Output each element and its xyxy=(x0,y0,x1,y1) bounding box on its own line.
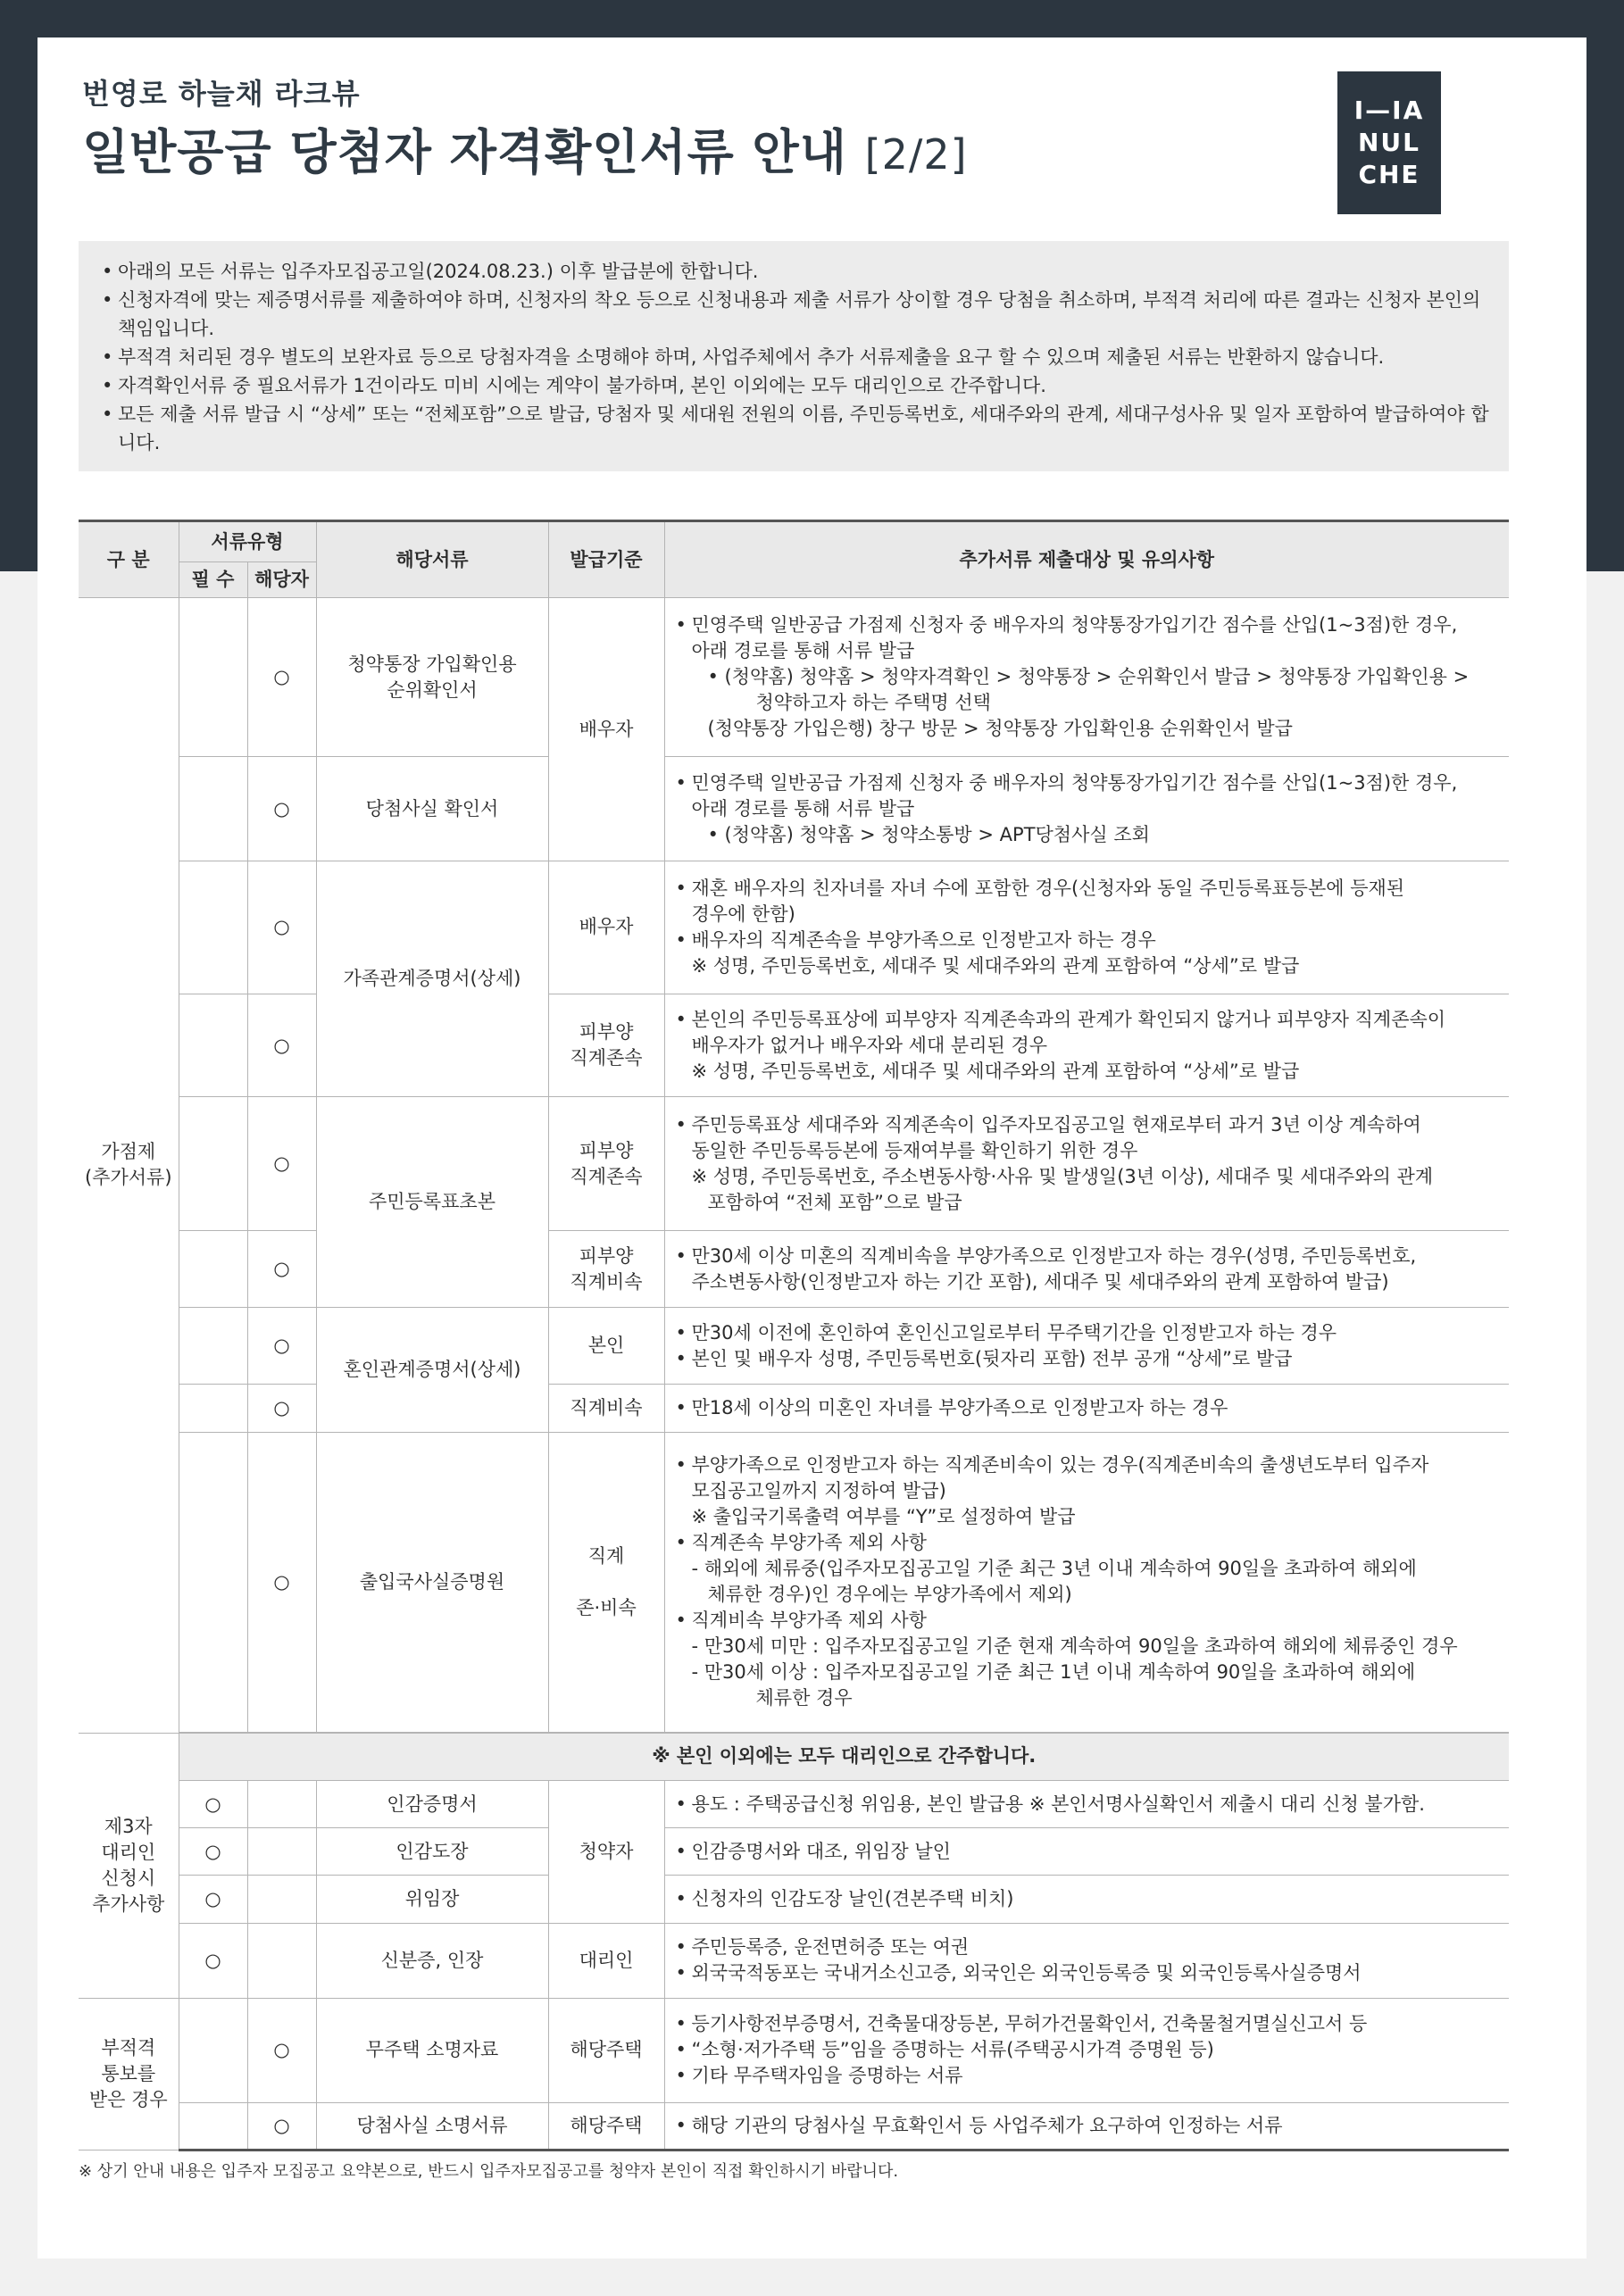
note-line: 모집공고일까지 지정하여 발급) xyxy=(691,1480,946,1502)
note-line: • 만18세 이상의 미혼인 자녀를 부양가족으로 인정받고자 하는 경우 xyxy=(676,1395,1501,1421)
note-line: 아래 경로를 통해 서류 발급 xyxy=(691,640,915,662)
notes-cell xyxy=(664,1432,1509,1732)
group-third-party: 제3자 대리인 신청시 추가사항 xyxy=(79,1733,179,1998)
required-cell xyxy=(179,1097,247,1231)
note-line: - 해외에 체류중(입주자모집공고일 기준 최근 3년 이내 계속하여 90일을 초과하여 해외에 xyxy=(691,1558,1417,1580)
note-line: • 만30세 이상 미혼의 직계비속을 부양가족으로 인정받고자 하는 경우(성명, 주민등록번호, xyxy=(676,1244,1501,1269)
applicable-mark: ○ xyxy=(247,1998,316,2102)
basis-cell: 대리인 xyxy=(548,1923,664,1998)
basis-cell: 본인 xyxy=(548,1308,664,1385)
notice-item: • 모든 제출 서류 발급 시 “상세” 또는 “전체포함”으로 발급, 당첨자 및 세대원 전원의 이름, 주민등록번호, 세대주와의 관계, 세대구성사유 및 일자 포함하여 발급하여야 합니다. xyxy=(96,400,1491,457)
header-applicable: 해당자 xyxy=(247,562,316,598)
note-line: • 직계존속 부양가족 제외 사항 xyxy=(676,1530,1501,1556)
note-line: • 본인 및 배우자 성명, 주민등록번호(뒷자리 포함) 전부 공개 “상세”로 발급 xyxy=(676,1346,1501,1372)
notice-item: • 자격확인서류 중 필요서류가 1건이라도 미비 시에는 계약이 불가하며, 본인 이외에는 모두 대리인으로 간주합니다. xyxy=(96,371,1491,400)
notes-cell xyxy=(664,2102,1509,2150)
notice-item: • 부적격 처리된 경우 별도의 보완자료 등으로 당첨자격을 소명해야 하며, 사업주체에서 추가 서류제출을 요구 할 수 있으며 제출된 서류는 반환하지 않습니다. xyxy=(96,343,1491,371)
note-line: 아래 경로를 통해 서류 발급 xyxy=(691,797,915,819)
notes-cell xyxy=(664,1308,1509,1385)
required-cell xyxy=(179,1998,247,2102)
basis-cell: 해당주택 xyxy=(548,1998,664,2102)
note-line: • 기타 무주택자임을 증명하는 서류 xyxy=(676,2063,1501,2089)
note-line: • 본인의 주민등록표상에 피부양자 직계존속과의 관계가 확인되지 않거나 피부양자 직계존속이 xyxy=(676,1007,1501,1033)
notes-cell xyxy=(664,861,1509,994)
note-line: • 주민등록증, 운전면허증 또는 여권 xyxy=(676,1934,1501,1960)
doc-cell: 가족관계증명서(상세) xyxy=(316,861,548,1097)
header-document: 해당서류 xyxy=(316,521,548,598)
applicable-mark: ○ xyxy=(247,861,316,994)
required-cell xyxy=(179,1432,247,1732)
footnote: ※ 상기 안내 내용은 입주자 모집공고 요약본으로, 반드시 입주자모집공고를 청약자 본인이 직접 확인하시기 바랍니다. xyxy=(79,2162,899,2181)
note-line: • 배우자의 직계존속을 부양가족으로 인정받고자 하는 경우 xyxy=(676,928,1501,953)
note-line: • 주민등록표상 세대주와 직계존속이 입주자모집공고일 현재로부터 과거 3년 이상 계속하여 xyxy=(676,1112,1501,1138)
notes-cell xyxy=(664,757,1509,861)
doc-cell: 당첨사실 확인서 xyxy=(316,757,548,861)
note-line: - 만30세 미만 : 입주자모집공고일 기준 현재 계속하여 90일을 초과하여 해외에 체류중인 경우 xyxy=(691,1635,1458,1658)
doc-cell: 혼인관계증명서(상세) xyxy=(316,1308,548,1432)
note-line: 포함하여 “전체 포함”으로 발급 xyxy=(707,1191,962,1213)
basis-cell: 해당주택 xyxy=(548,2102,664,2150)
note-line: • 신청자의 인감도장 날인(견본주택 비치) xyxy=(676,1886,1501,1912)
applicable-cell xyxy=(247,1876,316,1923)
brand-logo xyxy=(1337,71,1441,214)
applicable-mark: ○ xyxy=(247,2102,316,2150)
doc-cell: 신분증, 인장 xyxy=(316,1923,548,1998)
notes-cell xyxy=(664,1876,1509,1923)
notes-cell xyxy=(664,1828,1509,1876)
group-unfit: 부적격 통보를 받은 경우 xyxy=(79,1998,179,2150)
applicable-mark: ○ xyxy=(247,1432,316,1732)
notes-cell xyxy=(664,994,1509,1097)
basis-cell: 배우자 xyxy=(548,861,664,994)
doc-cell: 출입국사실증명원 xyxy=(316,1432,548,1732)
note-line: - 만30세 이상 : 입주자모집공고일 기준 최근 1년 이내 계속하여 90일을 초과하여 해외에 xyxy=(691,1661,1416,1684)
applicable-mark: ○ xyxy=(247,1231,316,1308)
note-line: 체류한 경우 xyxy=(755,1687,853,1710)
required-cell xyxy=(179,861,247,994)
note-line: 체류한 경우)인 경우에는 부양가족에서 제외) xyxy=(707,1584,1072,1606)
doc-cell: 무주택 소명자료 xyxy=(316,1998,548,2102)
notes-cell xyxy=(664,1998,1509,2102)
title-text: 일반공급 당첨자 자격확인서류 안내 xyxy=(82,124,847,180)
note-line: (청약통장 가입은행) 창구 방문 > 청약통장 가입확인용 순위확인서 발급 xyxy=(707,718,1293,740)
note-line: 주소변동사항(인정받고자 하는 기간 포함), 세대주 및 세대주와의 관계 포함하여 발급) xyxy=(691,1270,1389,1293)
note-line: • (청약홈) 청약홈 > 청약자격확인 > 청약통장 > 순위확인서 발급 > 청약통장 가입확인용 > xyxy=(707,666,1470,688)
note-line: • 민영주택 일반공급 가점제 신청자 중 배우자의 청약통장가입기간 점수를 산입(1~3점)한 경우, xyxy=(676,770,1501,796)
required-mark: ○ xyxy=(179,1780,247,1827)
note-line: • 부양가족으로 인정받고자 하는 직계존비속이 있는 경우(직계존비속의 출생년도부터 입주자 xyxy=(676,1452,1501,1478)
basis-cell: 피부양 직계비속 xyxy=(548,1231,664,1308)
applicable-cell xyxy=(247,1780,316,1827)
notes-cell xyxy=(664,1385,1509,1432)
notes-cell xyxy=(664,1780,1509,1827)
required-cell xyxy=(179,994,247,1097)
note-line: 경우에 한함) xyxy=(691,903,795,925)
header-notes: 추가서류 제출대상 및 유의사항 xyxy=(664,521,1509,598)
required-cell xyxy=(179,1385,247,1432)
note-line: ※ 성명, 주민등록번호, 세대주 및 세대주와의 관계 포함하여 “상세”로 발급 xyxy=(691,1060,1300,1082)
note-line: • 직계비속 부양가족 제외 사항 xyxy=(676,1608,1501,1634)
proxy-banner: ※ 본인 이외에는 모두 대리인으로 간주합니다. xyxy=(179,1733,1509,1780)
required-cell xyxy=(179,2102,247,2150)
note-line: 동일한 주민등록등본에 등재여부를 확인하기 위한 경우 xyxy=(691,1139,1138,1161)
doc-cell: 주민등록표초본 xyxy=(316,1097,548,1308)
doc-cell: 당첨사실 소명서류 xyxy=(316,2102,548,2150)
header-required: 필 수 xyxy=(179,562,247,598)
group-gajeom: 가점제 (추가서류) xyxy=(79,598,179,1734)
notes-cell xyxy=(664,1097,1509,1231)
required-cell xyxy=(179,1308,247,1385)
notes-cell xyxy=(664,1923,1509,1998)
note-line: • 만30세 이전에 혼인하여 혼인신고일로부터 무주택기간을 인정받고자 하는 경우 xyxy=(676,1320,1501,1346)
doc-cell: 인감도장 xyxy=(316,1828,548,1876)
note-line: ※ 성명, 주민등록번호, 주소변동사항·사유 및 발생일(3년 이상), 세대주 및 세대주와의 관계 xyxy=(691,1165,1434,1187)
required-mark: ○ xyxy=(179,1828,247,1876)
doc-cell: 위임장 xyxy=(316,1876,548,1923)
notice-item: • 신청자격에 맞는 제증명서류를 제출하여야 하며, 신청자의 착오 등으로 신청내용과 제출 서류가 상이할 경우 당첨을 취소하며, 부적격 처리에 따른 결과는 신청자 본인의 책임입니다. xyxy=(96,286,1491,343)
applicable-mark: ○ xyxy=(247,1385,316,1432)
applicable-mark: ○ xyxy=(247,757,316,861)
applicable-mark: ○ xyxy=(247,1097,316,1231)
basis-cell: 직계 존·비속 xyxy=(548,1432,664,1732)
note-line: 배우자가 없거나 배우자와 세대 분리된 경우 xyxy=(691,1034,1048,1056)
note-line: ※ 출입국기록출력 여부를 “Y”로 설정하여 발급 xyxy=(691,1506,1076,1528)
applicable-cell xyxy=(247,1923,316,1998)
page-indicator: [2/2] xyxy=(864,130,968,179)
page-subtitle: 번영로 하늘채 라크뷰 xyxy=(82,77,361,111)
note-line: • 민영주택 일반공급 가점제 신청자 중 배우자의 청약통장가입기간 점수를 산입(1~3점)한 경우, xyxy=(676,612,1501,638)
notice-item: • 아래의 모든 서류는 입주자모집공고일(2024.08.23.) 이후 발급분에 한합니다. xyxy=(96,257,1491,286)
basis-cell: 직계비속 xyxy=(548,1385,664,1432)
note-line: • 인감증명서와 대조, 위임장 날인 xyxy=(676,1839,1501,1865)
applicable-mark: ○ xyxy=(247,994,316,1097)
required-mark: ○ xyxy=(179,1876,247,1923)
logo-line-1: I—IA xyxy=(1353,96,1425,125)
applicable-cell xyxy=(247,1828,316,1876)
doc-cell: 청약통장 가입확인용 순위확인서 xyxy=(316,598,548,757)
applicable-mark: ○ xyxy=(247,1308,316,1385)
note-line: 청약하고자 하는 주택명 선택 xyxy=(755,692,991,714)
basis-cell: 피부양 직계존속 xyxy=(548,1097,664,1231)
page-title xyxy=(82,114,968,183)
header-doc-type: 서류유형 xyxy=(179,521,316,562)
note-line: • 등기사항전부증명서, 건축물대장등본, 무허가건물확인서, 건축물철거멸실신고서 등 xyxy=(676,2011,1501,2037)
notice-box xyxy=(79,241,1509,471)
logo-line-2: NUL xyxy=(1357,128,1420,157)
doc-cell: 인감증명서 xyxy=(316,1780,548,1827)
note-line: • 외국국적동포는 국내거소신고증, 외국인은 외국인등록증 및 외국인등록사실증명서 xyxy=(676,1960,1501,1986)
documents-table xyxy=(79,520,1509,2151)
note-line: • “소형·저가주택 등”임을 증명하는 서류(주택공시가격 증명원 등) xyxy=(676,2037,1501,2063)
note-line: • 해당 기관의 당첨사실 무효확인서 등 사업주체가 요구하여 인정하는 서류 xyxy=(676,2113,1501,2139)
notes-cell xyxy=(664,598,1509,757)
note-line: ※ 성명, 주민등록번호, 세대주 및 세대주와의 관계 포함하여 “상세”로 발급 xyxy=(691,954,1300,977)
required-cell xyxy=(179,1231,247,1308)
note-line: • 재혼 배우자의 친자녀를 자녀 수에 포함한 경우(신청자와 동일 주민등록표등본에 등재된 xyxy=(676,876,1501,902)
basis-cell: 피부양 직계존속 xyxy=(548,994,664,1097)
notes-cell xyxy=(664,1231,1509,1308)
logo-line-3: CHE xyxy=(1358,160,1420,189)
basis-cell: 청약자 xyxy=(548,1780,664,1923)
required-cell xyxy=(179,598,247,757)
note-line: • (청약홈) 청약홈 > 청약소통방 > APT당첨사실 조회 xyxy=(707,823,1150,845)
applicable-mark: ○ xyxy=(247,598,316,757)
required-mark: ○ xyxy=(179,1923,247,1998)
header-category: 구 분 xyxy=(79,521,179,598)
basis-cell: 배우자 xyxy=(548,598,664,861)
required-cell xyxy=(179,757,247,861)
header-issue-basis: 발급기준 xyxy=(548,521,664,598)
note-line: • 용도 : 주택공급신청 위임용, 본인 발급용 ※ 본인서명사실확인서 제출시 대리 신청 불가함. xyxy=(676,1792,1501,1818)
